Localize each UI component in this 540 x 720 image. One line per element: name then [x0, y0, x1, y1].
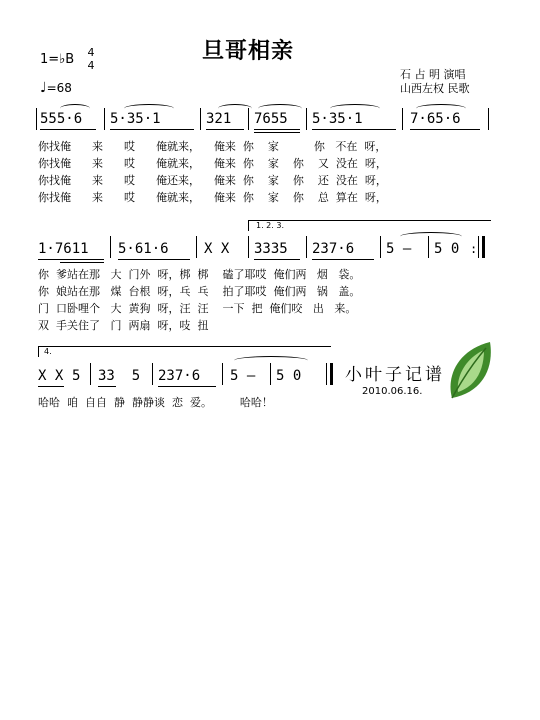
measure: 1·7611: [38, 241, 89, 257]
beam: [38, 386, 64, 387]
key-signature: 1=♭B: [40, 52, 75, 67]
repeat-barline: [482, 236, 485, 258]
lyric-line: 你找俺 来 哎 俺就来， 俺来 你 家 你 总 算在 呀，: [38, 191, 387, 204]
measure: 5·35·1: [110, 111, 161, 127]
tie: [234, 356, 308, 365]
beam: [312, 129, 396, 130]
song-title: 旦哥相亲: [202, 39, 295, 64]
beam: [158, 386, 216, 387]
transcription-date: 2010.06.16.: [362, 386, 423, 397]
barline: [488, 108, 489, 130]
barline: [200, 108, 201, 130]
time-signature-bottom: 4: [87, 59, 95, 72]
performer-credit: 石 占 明 演唱: [400, 68, 466, 81]
barline: [90, 363, 91, 385]
lyric-line: 你找俺 来 哎 俺就来， 俺来 你 家 你 又 没在 呀，: [38, 157, 387, 170]
barline: [248, 108, 249, 130]
final-barline: [330, 363, 333, 385]
beam: [98, 386, 116, 387]
measure: 5: [72, 368, 81, 384]
beam: [254, 129, 300, 130]
barline: [306, 108, 307, 130]
transcriber-signature: 小叶子记谱: [345, 365, 445, 385]
volta-label: 4.: [44, 347, 52, 356]
barline: [402, 108, 403, 130]
barline: [380, 236, 381, 258]
barline: [110, 236, 111, 258]
measure: X X: [38, 368, 64, 384]
barline: [306, 236, 307, 258]
barline-start: [36, 108, 37, 130]
time-signature: [86, 46, 96, 72]
beam: [110, 129, 194, 130]
lyric-line: 你 娘站在那 煤 台根 呀，乓 乓 拍了耶哎 俺们两 锅 盖。: [38, 285, 361, 298]
quarter-note-icon: ♩: [40, 80, 47, 96]
barline: [196, 236, 197, 258]
measure: 555·6: [40, 111, 83, 127]
measure: 3335: [254, 241, 288, 257]
final-barline: [326, 363, 327, 385]
beam: [60, 262, 104, 263]
source-credit: 山西左权 民歌: [400, 82, 470, 95]
beam: [410, 129, 480, 130]
lyric-line: 你找俺 来 哎 俺还来， 俺来 你 家 你 还 没在 呀，: [38, 174, 387, 187]
lyric-line: 你找俺 来 哎 俺就来， 俺来 你 家 你 不在 呀，: [38, 140, 387, 153]
beam: [38, 259, 104, 260]
measure: 237·6: [312, 241, 355, 257]
barline: [248, 236, 249, 258]
lyric-line: 你 爹站在那 大 门外 呀，梆 梆 磕了耶哎 俺们两 烟 袋。: [38, 268, 361, 281]
measure: 5·61·6: [118, 241, 169, 257]
beam: [40, 129, 96, 130]
leaf-icon: [444, 340, 496, 402]
volta-bracket: [248, 220, 491, 231]
beam: [118, 259, 190, 260]
tempo-marking: [40, 80, 72, 96]
barline: [270, 363, 271, 385]
repeat-dots-icon: :: [470, 242, 478, 256]
measure: 7·65·6: [410, 111, 461, 127]
measure: 33 5: [98, 368, 141, 384]
volta-label: 1. 2. 3.: [256, 221, 284, 230]
barline: [428, 236, 429, 258]
measure: 5·35·1: [312, 111, 363, 127]
measure: X X: [204, 241, 230, 257]
repeat-barline: [478, 236, 479, 258]
beam: [312, 259, 374, 260]
barline: [152, 363, 153, 385]
lyric-line: 门 口卧哩个 大 黄狗 呀，汪 汪 一下 把 俺们咬 出 来。: [38, 302, 357, 315]
volta-bracket: [38, 346, 331, 357]
measure: 5 0: [276, 368, 302, 384]
measure: 237·6: [158, 368, 201, 384]
measure: 5 –: [230, 368, 256, 384]
time-signature-top: 4: [87, 46, 95, 59]
measure: 321: [206, 111, 232, 127]
lyric-line: 双 手关住了 门 两扇 呀，吱 扭: [38, 319, 209, 332]
beam: [254, 132, 300, 133]
beam: [254, 259, 300, 260]
lyric-line: 哈哈 咱 自自 静 静静谈 恋 爱。 哈哈！: [38, 396, 273, 409]
measure: 5 –: [386, 241, 412, 257]
barline: [104, 108, 105, 130]
barline: [222, 363, 223, 385]
measure: 5 0: [434, 241, 460, 257]
beam: [206, 129, 244, 130]
tempo-value: =68: [46, 81, 72, 95]
measure: 7655: [254, 111, 288, 127]
